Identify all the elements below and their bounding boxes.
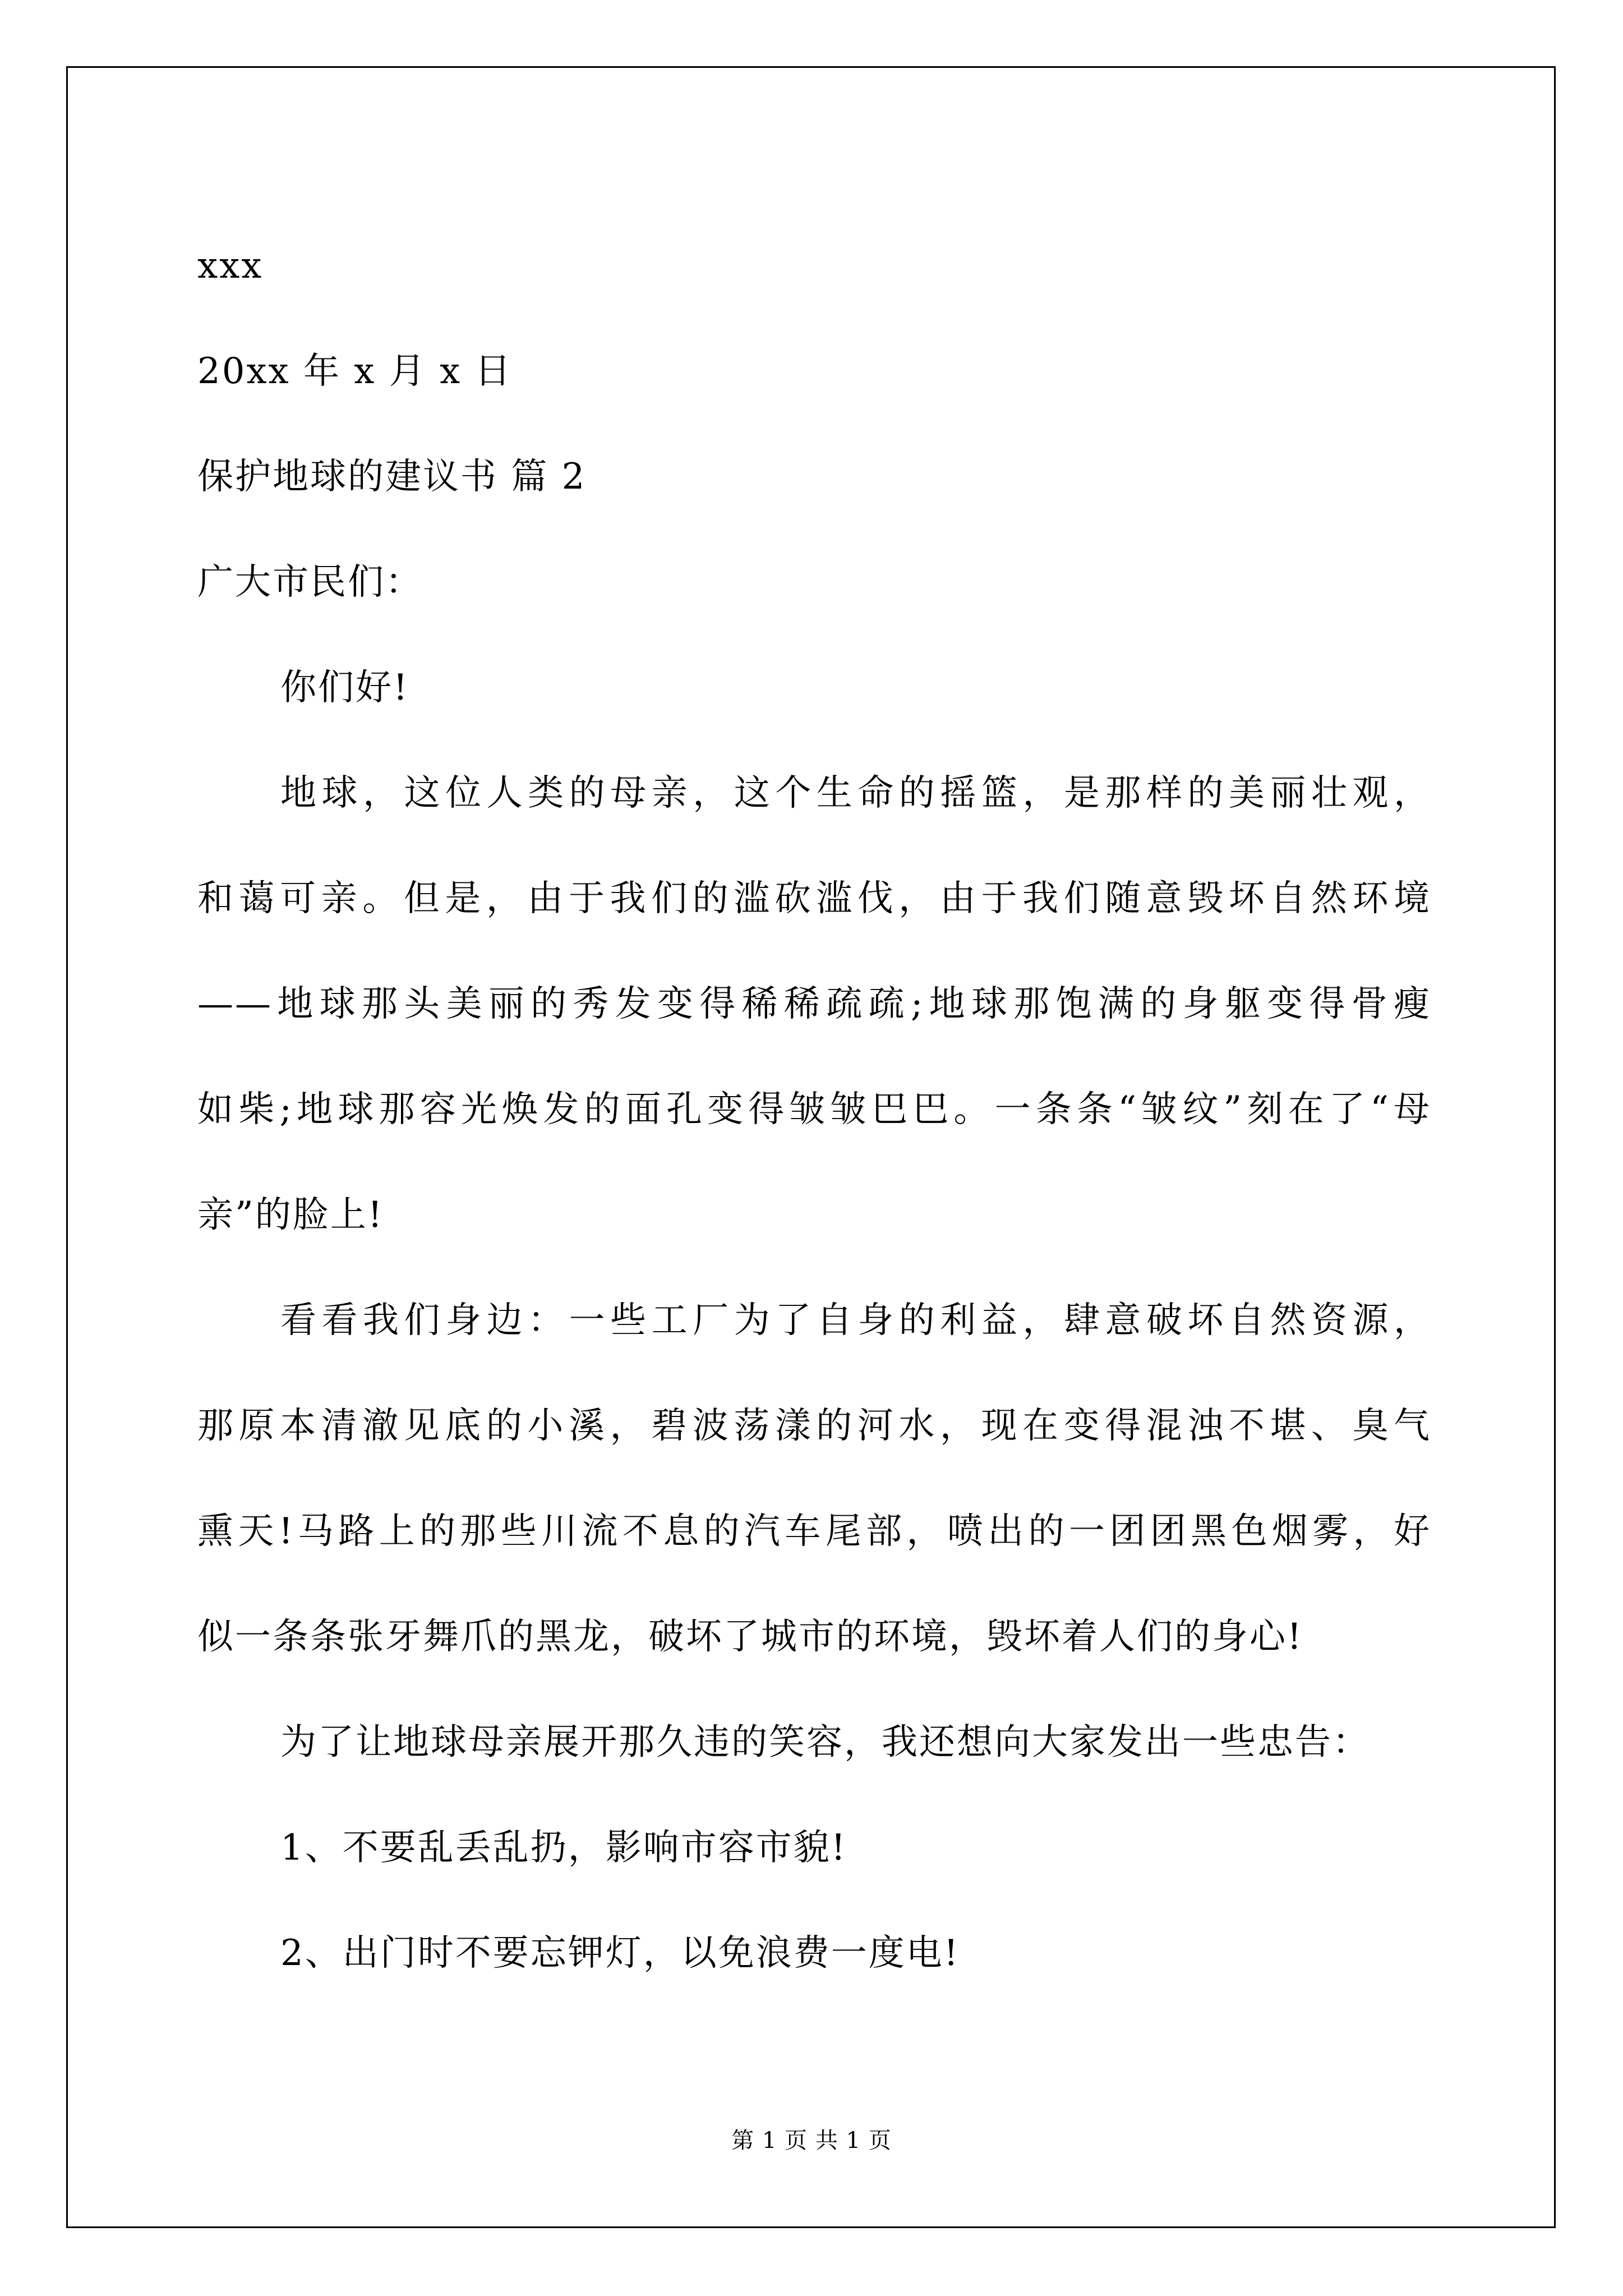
paragraph-1-line-4: 如柴;地球那容光焕发的面孔变得皱皱巴巴。一条条“皱纹”刻在了“母 [197, 1089, 1431, 1130]
paragraph-1-line-5: 亲”的脸上! [197, 1194, 384, 1236]
document-body [197, 213, 1431, 2006]
section-title: 保护地球的建议书 篇 2 [197, 456, 587, 498]
paragraph-1-line-1: 地球，这位人类的母亲，这个生命的摇篮，是那样的美丽壮观， [280, 772, 1431, 814]
signature-name: xxx [197, 245, 264, 287]
paragraph-2-line-2: 那原本清澈见底的小溪，碧波荡漾的河水，现在变得混浊不堪、臭气 [197, 1405, 1431, 1447]
paragraph-2-line-4: 似一条条张牙舞爪的黑龙，破坏了城市的环境，毁坏着人们的身心! [197, 1616, 1303, 1658]
signature-date: 20xx 年 x 月 x 日 [197, 351, 513, 392]
salutation: 广大市民们： [197, 562, 423, 603]
paragraph-3: 为了让地球母亲展开那久违的笑容，我还想向大家发出一些忠告： [280, 1722, 1370, 1763]
paragraph-2-line-1: 看看我们身边：一些工厂为了自身的利益，肆意破坏自然资源， [280, 1300, 1431, 1341]
paragraph-2-line-3: 熏天!马路上的那些川流不息的汽车尾部，喷出的一团团黑色烟雾，好 [197, 1511, 1431, 1552]
greeting: 你们好! [280, 667, 409, 708]
advice-item-2: 2、出门时不要忘钾灯，以免浪费一度电! [280, 1932, 960, 1974]
page-footer: 第 1 页 共 1 页 [731, 2128, 892, 2154]
advice-item-1: 1、不要乱丢乱扔，影响市容市貌! [280, 1827, 847, 1869]
paragraph-1-line-3: ——地球那头美丽的秀发变得稀稀疏疏;地球那饱满的身躯变得骨瘦 [197, 983, 1431, 1025]
paragraph-1-line-2: 和蔼可亲。但是，由于我们的滥砍滥伐，由于我们随意毁坏自然环境 [197, 878, 1431, 919]
